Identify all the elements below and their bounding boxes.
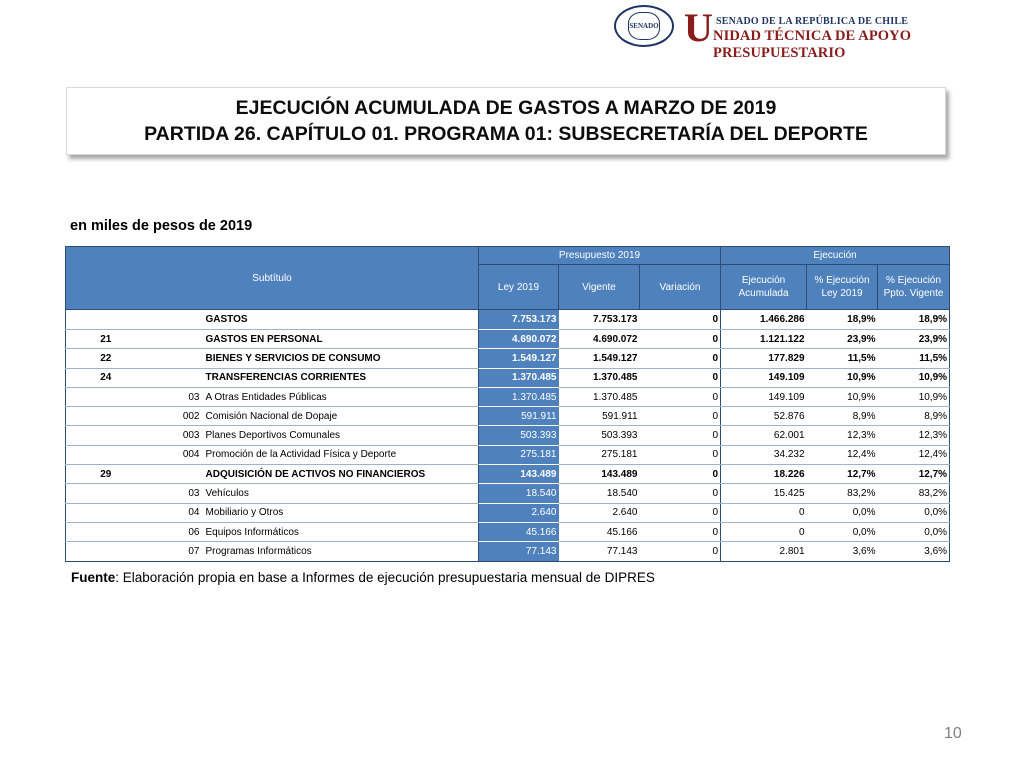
row-ley-value: 45.166 [479,522,559,541]
row-pct-ley-value: 0,0% [807,522,878,541]
row-pct-ley-value: 10,9% [807,387,878,406]
row-pct-vigente-value: 10,9% [878,387,950,406]
row-ejecucion-value: 149.109 [721,387,807,406]
row-ejecucion-value: 0 [721,522,807,541]
row-ejecucion-value: 52.876 [721,407,807,426]
row-ley-value: 4.690.072 [479,330,559,349]
row-vigente-value: 4.690.072 [559,330,640,349]
table-row [66,522,950,541]
row-pct-ley-value: 12,3% [807,426,878,445]
row-variacion-value: 0 [640,542,721,561]
row-subtitle-code [66,426,146,445]
row-ley-value: 1.370.485 [479,368,559,387]
header-presupuesto: Presupuesto 2019 [479,247,721,265]
table-row [66,426,950,445]
row-item-code [146,349,204,368]
row-pct-ley-value: 0,0% [807,503,878,522]
row-vigente-value: 1.549.127 [559,349,640,368]
row-pct-ley-value: 83,2% [807,484,878,503]
brand-initial: U [684,5,713,50]
row-pct-ley-value: 10,9% [807,368,878,387]
page-title: EJECUCIÓN ACUMULADA DE GASTOS A MARZO DE 2019 [235,97,777,119]
row-vigente-value: 143.489 [559,465,640,484]
header-variacion: Variación [640,265,721,310]
table-row [66,330,950,349]
row-subtitle-code: 29 [66,465,146,484]
table-row [66,503,950,522]
row-pct-vigente-value: 0,0% [878,503,950,522]
row-pct-vigente-value: 8,9% [878,407,950,426]
table-row [66,310,950,330]
row-subtitle-code [66,387,146,406]
row-vigente-value: 77.143 [559,542,640,561]
row-ley-value: 143.489 [479,465,559,484]
row-concept: A Otras Entidades Públicas [204,387,479,406]
page-number: 10 [944,725,962,742]
row-pct-vigente-value: 83,2% [878,484,950,503]
row-pct-ley-value: 23,9% [807,330,878,349]
row-variacion-value: 0 [640,484,721,503]
row-item-code: 06 [146,522,204,541]
row-pct-vigente-value: 10,9% [878,368,950,387]
row-concept: GASTOS [204,310,479,330]
row-subtitle-code [66,407,146,426]
row-item-code: 07 [146,542,204,561]
row-vigente-value: 1.370.485 [559,387,640,406]
table-row [66,542,950,561]
row-pct-vigente-value: 12,4% [878,445,950,464]
row-ley-value: 7.753.173 [479,310,559,330]
row-concept: TRANSFERENCIAS CORRIENTES [204,368,479,387]
row-ley-value: 1.549.127 [479,349,559,368]
units-label: en miles de pesos de 2019 [70,218,253,234]
budget-table-body [66,310,950,562]
row-concept: Programas Informáticos [204,542,479,561]
row-variacion-value: 0 [640,330,721,349]
senate-seal-icon [614,5,674,47]
row-variacion-value: 0 [640,310,721,330]
row-subtitle-code [66,484,146,503]
row-pct-vigente-value: 12,7% [878,465,950,484]
row-pct-ley-value: 18,9% [807,310,878,330]
row-ejecucion-value: 0 [721,503,807,522]
row-ley-value: 1.370.485 [479,387,559,406]
row-concept: BIENES Y SERVICIOS DE CONSUMO [204,349,479,368]
table-row [66,465,950,484]
row-ley-value: 591.911 [479,407,559,426]
row-variacion-value: 0 [640,522,721,541]
row-ley-value: 2.640 [479,503,559,522]
row-item-code: 03 [146,484,204,503]
row-variacion-value: 0 [640,445,721,464]
row-ley-value: 18.540 [479,484,559,503]
row-vigente-value: 7.753.173 [559,310,640,330]
row-item-code: 002 [146,407,204,426]
row-variacion-value: 0 [640,387,721,406]
row-vigente-value: 18.540 [559,484,640,503]
row-ley-value: 275.181 [479,445,559,464]
row-variacion-value: 0 [640,465,721,484]
row-subtitle-code: 24 [66,368,146,387]
header-pct-ley: % Ejecución Ley 2019 [807,265,878,310]
table-row [66,407,950,426]
row-concept: GASTOS EN PERSONAL [204,330,479,349]
row-concept: Equipos Informáticos [204,522,479,541]
row-item-code: 04 [146,503,204,522]
row-item-code: 003 [146,426,204,445]
row-item-code: 03 [146,387,204,406]
table-row [66,368,950,387]
row-subtitle-code: 21 [66,330,146,349]
row-pct-vigente-value: 12,3% [878,426,950,445]
row-subtitle-code [66,522,146,541]
header-pct-vigente: % Ejecución Ppto. Vigente [878,265,950,310]
row-ejecucion-value: 177.829 [721,349,807,368]
page-subtitle: PARTIDA 26. CAPÍTULO 01. PROGRAMA 01: SUBSECRETARÍA DEL DEPORTE [144,123,868,145]
row-pct-vigente-value: 11,5% [878,349,950,368]
row-pct-ley-value: 12,4% [807,445,878,464]
row-pct-vigente-value: 0,0% [878,522,950,541]
row-subtitle-code [66,310,146,330]
row-item-code [146,330,204,349]
row-concept: ADQUISICIÓN DE ACTIVOS NO FINANCIEROS [204,465,479,484]
header-subtitulo: Subtítulo [66,247,479,310]
row-pct-ley-value: 3,6% [807,542,878,561]
row-ejecucion-value: 1.466.286 [721,310,807,330]
row-item-code [146,368,204,387]
row-ejecucion-value: 34.232 [721,445,807,464]
header-ley: Ley 2019 [479,265,559,310]
row-pct-vigente-value: 23,9% [878,330,950,349]
row-ley-value: 503.393 [479,426,559,445]
seal-shield: SENADO [628,12,660,40]
row-subtitle-code [66,445,146,464]
title-box [66,87,946,155]
row-ley-value: 77.143 [479,542,559,561]
header-ejecucion: Ejecución [721,247,950,265]
row-concept: Comisión Nacional de Dopaje [204,407,479,426]
row-pct-vigente-value: 18,9% [878,310,950,330]
table-row [66,445,950,464]
source-text: : Elaboración propia en base a Informes de ejecución presupuestaria mensual de DIPRES [115,570,655,585]
row-ejecucion-value: 1.121.122 [721,330,807,349]
row-item-code [146,310,204,330]
table-row [66,484,950,503]
row-vigente-value: 503.393 [559,426,640,445]
row-concept: Mobiliario y Otros [204,503,479,522]
row-variacion-value: 0 [640,368,721,387]
row-pct-ley-value: 12,7% [807,465,878,484]
row-vigente-value: 1.370.485 [559,368,640,387]
row-pct-ley-value: 8,9% [807,407,878,426]
brand-unit-name: NIDAD TÉCNICA DE APOYO PRESUPUESTARIO [713,28,912,61]
row-pct-vigente-value: 3,6% [878,542,950,561]
header-ejecucion-acumulada: Ejecución Acumulada [721,265,807,310]
row-concept: Promoción de la Actividad Física y Deporte [204,445,479,464]
row-ejecucion-value: 149.109 [721,368,807,387]
row-ejecucion-value: 15.425 [721,484,807,503]
row-subtitle-code: 22 [66,349,146,368]
table-row [66,387,950,406]
brand-senate-name: SENADO DE LA REPÚBLICA DE CHILE [716,16,909,27]
budget-table [65,246,950,562]
row-item-code [146,465,204,484]
row-variacion-value: 0 [640,407,721,426]
row-variacion-value: 0 [640,349,721,368]
row-subtitle-code [66,542,146,561]
header-vigente: Vigente [559,265,640,310]
row-pct-ley-value: 11,5% [807,349,878,368]
row-variacion-value: 0 [640,426,721,445]
row-ejecucion-value: 62.001 [721,426,807,445]
row-vigente-value: 45.166 [559,522,640,541]
source-note [71,570,655,585]
row-vigente-value: 275.181 [559,445,640,464]
table-row [66,349,950,368]
row-vigente-value: 591.911 [559,407,640,426]
row-subtitle-code [66,503,146,522]
row-item-code: 004 [146,445,204,464]
row-ejecucion-value: 18.226 [721,465,807,484]
row-vigente-value: 2.640 [559,503,640,522]
row-ejecucion-value: 2.801 [721,542,807,561]
source-label: Fuente [71,570,116,585]
row-concept: Vehículos [204,484,479,503]
row-variacion-value: 0 [640,503,721,522]
row-concept: Planes Deportivos Comunales [204,426,479,445]
